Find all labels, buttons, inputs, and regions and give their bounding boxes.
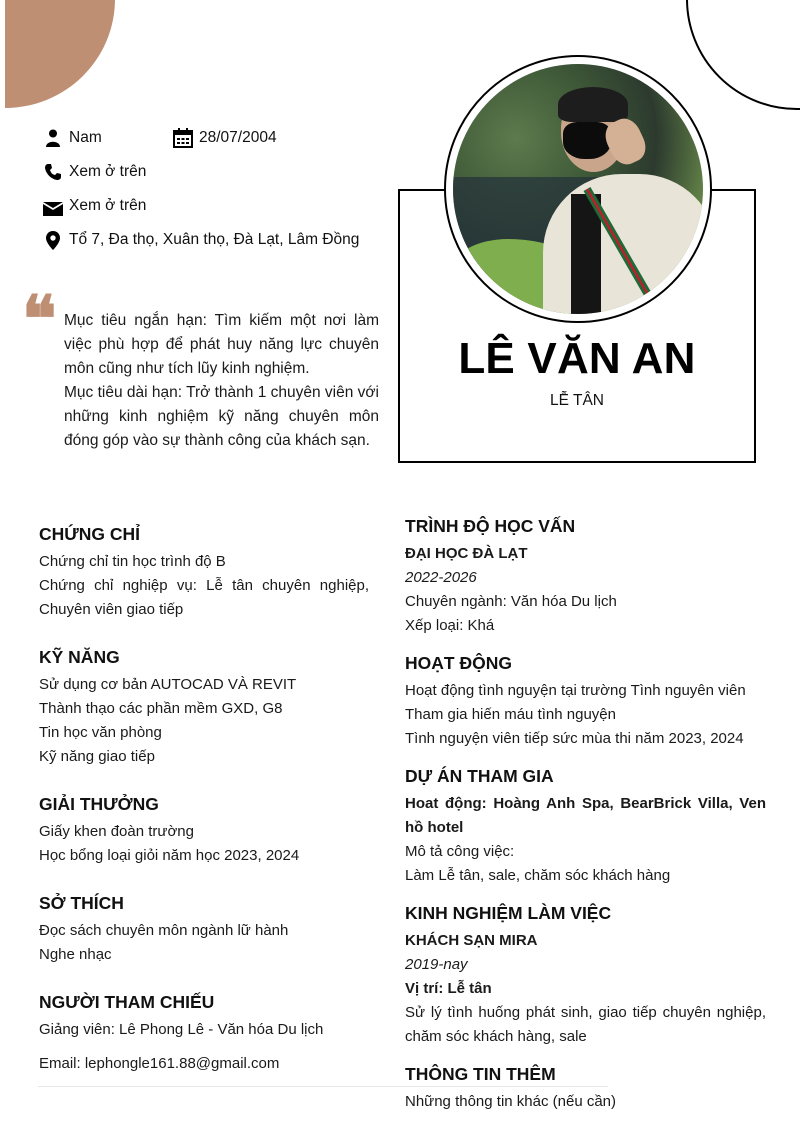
phone-icon	[42, 162, 64, 182]
list-item: Nghe nhạc	[39, 946, 112, 963]
reference-name: Giảng viên: Lê Phong Lê - Văn hóa Du lịch	[39, 1021, 324, 1038]
phone-value: Xem ở trên	[69, 163, 147, 180]
section-experience	[405, 901, 766, 1049]
project-desc-label: Mô tả công việc:	[405, 843, 515, 860]
section-education	[405, 514, 766, 638]
section-title: TRÌNH ĐỘ HỌC VẤN	[405, 516, 576, 536]
career-objective	[64, 309, 379, 453]
list-item: Giấy khen đoàn trường	[39, 823, 194, 840]
section-skills	[39, 645, 369, 769]
section-awards	[39, 792, 369, 868]
list-item: Tin học văn phòng	[39, 724, 162, 741]
objective-long-term: Mục tiêu dài hạn: Trở thành 1 chuyên viên với những kinh nghiệm kỹ năng chuyên môn đóng góp vào sự thành công của khách sạn.	[64, 384, 380, 449]
contact-phone	[42, 160, 146, 184]
extra-info-desc: Những thông tin khác (nếu cần)	[405, 1093, 617, 1110]
envelope-icon	[42, 196, 64, 216]
section-title: SỞ THÍCH	[39, 893, 124, 913]
section-title: GIẢI THƯỞNG	[39, 794, 159, 814]
list-item: Kỹ năng giao tiếp	[39, 748, 155, 765]
education-period: 2022-2026	[405, 569, 477, 586]
list-item: Tình nguyện viên tiếp sức mùa thi năm 2023, 2024	[405, 730, 744, 747]
school-name: ĐẠI HỌC ĐÀ LẠT	[405, 545, 528, 562]
section-extra-info	[405, 1062, 766, 1114]
map-pin-icon	[42, 230, 64, 250]
education-major: Chuyên ngành: Văn hóa Du lịch	[405, 593, 617, 610]
section-title: NGƯỜI THAM CHIẾU	[39, 992, 215, 1012]
gender-value: Nam	[69, 129, 102, 146]
birthday-value: 28/07/2004	[199, 129, 277, 146]
section-title: KINH NGHIỆM LÀM VIỆC	[405, 903, 612, 923]
education-rank: Xếp loại: Khá	[405, 617, 495, 634]
section-references	[39, 990, 379, 1076]
avatar	[444, 55, 712, 323]
list-item: Chứng chỉ tin học trình độ B	[39, 553, 226, 570]
company-name: KHÁCH SẠN MIRA	[405, 932, 538, 949]
list-item: Tham gia hiến máu tình nguyện	[405, 706, 616, 723]
contact-email	[42, 194, 146, 218]
project-headline: Hoat động: Hoàng Anh Spa, BearBrick Villa, Ven hồ hotel	[405, 795, 766, 836]
list-item: Hoạt động tình nguyện tại trường Tình nguyên viên	[405, 682, 746, 699]
contact-gender	[42, 126, 102, 150]
experience-position: Vị trí: Lễ tân	[405, 980, 492, 997]
list-item: Sử dụng cơ bản AUTOCAD VÀ REVIT	[39, 676, 297, 693]
list-item: Đọc sách chuyên môn ngành lữ hành	[39, 922, 289, 939]
section-title: HOẠT ĐỘNG	[405, 653, 512, 673]
experience-desc: Sử lý tình huống phát sinh, giao tiếp chuyên nghiệp, chăm sóc khách hàng, sale	[405, 1004, 766, 1045]
list-item: Học bổng loại giỏi năm học 2023, 2024	[39, 847, 300, 864]
address-value: Tổ 7, Đa thọ, Xuân thọ, Đà Lạt, Lâm Đồng	[69, 231, 360, 248]
contact-address	[42, 228, 359, 252]
list-item: Thành thạo các phần mềm GXD, G8	[39, 700, 283, 717]
decorative-brown-quarter-circle	[5, 0, 115, 108]
section-title: THÔNG TIN THÊM	[405, 1064, 556, 1084]
experience-period: 2019-nay	[405, 956, 468, 973]
job-title: LỄ TÂN	[550, 392, 604, 409]
profile-photo	[453, 64, 703, 314]
section-projects	[405, 764, 766, 888]
project-desc: Làm Lễ tân, sale, chăm sóc khách hàng	[405, 867, 671, 884]
section-hobbies	[39, 891, 369, 967]
reference-email: Email: lephongle161.88@gmail.com	[39, 1055, 280, 1072]
contact-birthday	[172, 126, 277, 150]
section-title: KỸ NĂNG	[39, 647, 120, 667]
calendar-icon	[172, 128, 194, 148]
section-title: DỰ ÁN THAM GIA	[405, 766, 554, 786]
section-title: CHỨNG CHỈ	[39, 524, 141, 544]
decorative-ring-circle	[684, 0, 800, 112]
list-item: Chứng chỉ nghiệp vụ: Lễ tân chuyên nghiệp, Chuyên viên giao tiếp	[39, 577, 369, 618]
person-icon	[42, 128, 64, 148]
section-certificates	[39, 522, 369, 622]
candidate-name: LÊ VĂN AN	[458, 334, 696, 383]
quote-icon: ❝	[22, 282, 51, 357]
section-activities	[405, 651, 766, 751]
email-value: Xem ở trên	[69, 197, 147, 214]
objective-short-term: Mục tiêu ngắn hạn: Tìm kiếm một nơi làm việc phù hợp để phát huy năng lực chuyên môn cũng như tích lũy kinh nghiệm.	[64, 312, 379, 377]
